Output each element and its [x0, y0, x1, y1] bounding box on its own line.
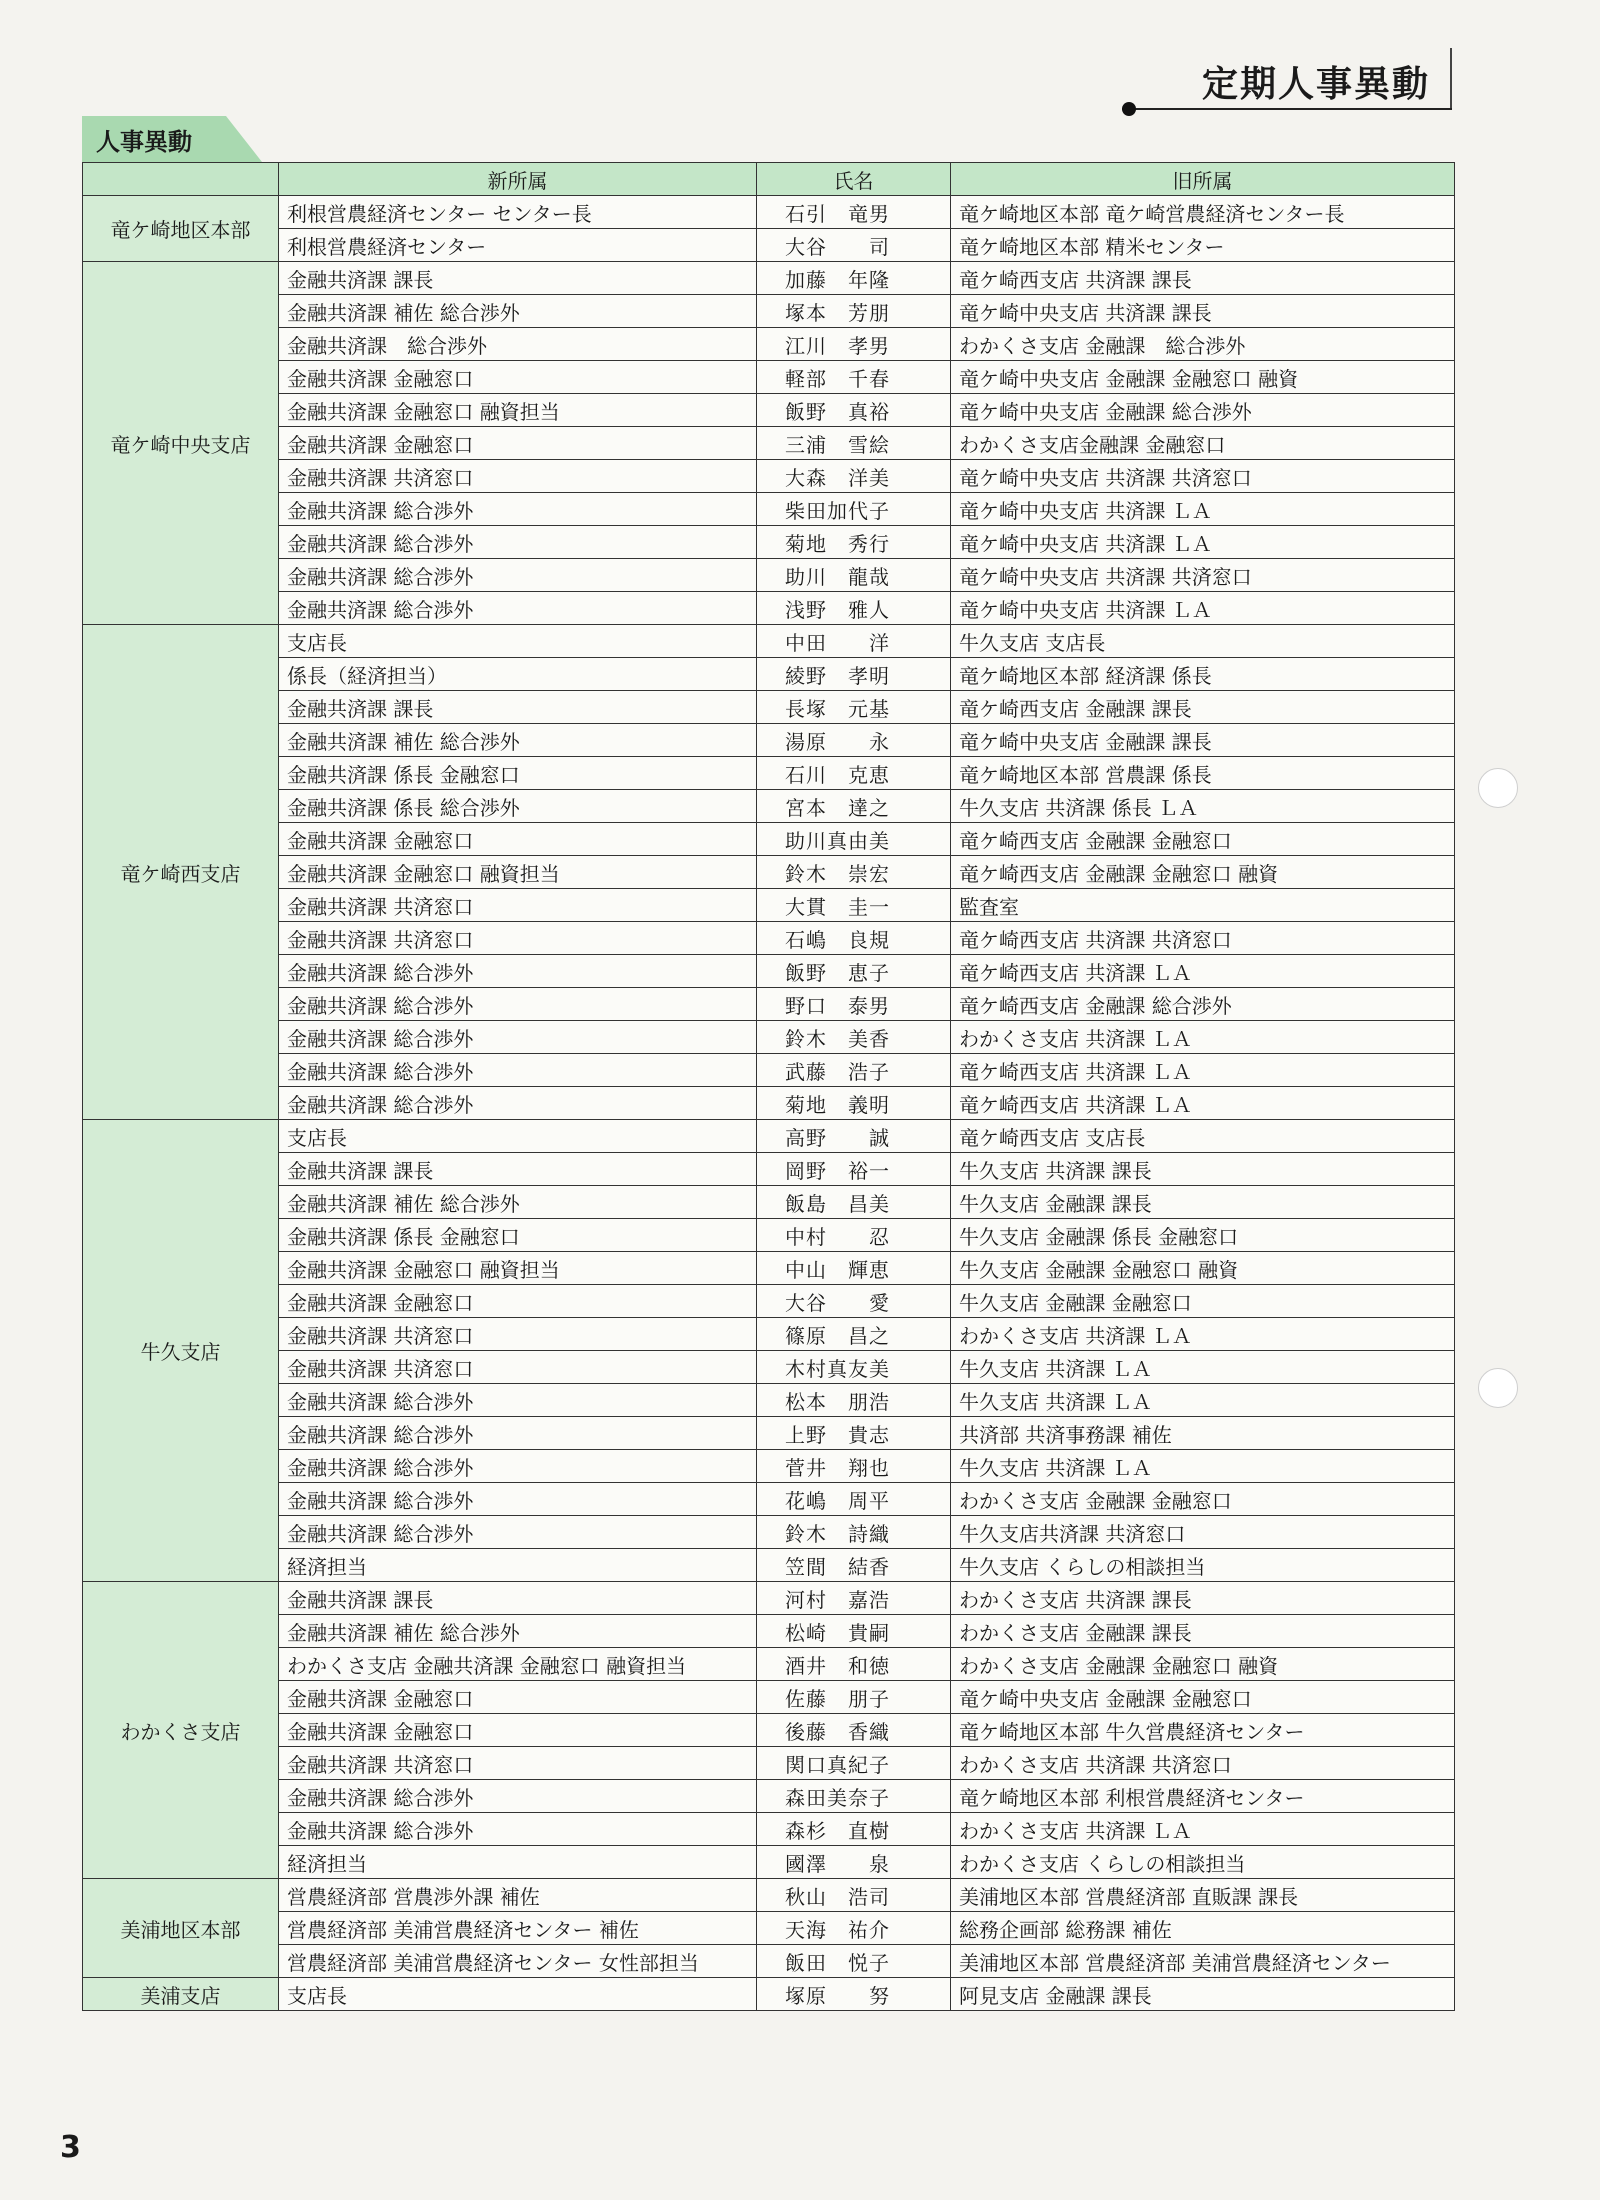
table-row [83, 262, 1455, 295]
name-cell: 天海 祐介 [757, 1912, 951, 1945]
table-row [83, 1054, 1455, 1087]
name-cell: 飯野 真裕 [757, 394, 951, 427]
section-label: 人事異動 [96, 128, 192, 156]
name-cell: 後藤 香織 [757, 1714, 951, 1747]
table-row [83, 427, 1455, 460]
table-row [83, 1087, 1455, 1120]
name-cell: 菊地 義明 [757, 1087, 951, 1120]
table-row [83, 1351, 1455, 1384]
new-post-cell: 金融共済課 金融窓口 [279, 1285, 757, 1318]
name-cell: 菊地 秀行 [757, 526, 951, 559]
new-post-cell: 金融共済課 総合渉外 [279, 1516, 757, 1549]
name-cell: 飯田 悦子 [757, 1945, 951, 1978]
name-cell: 石川 克恵 [757, 757, 951, 790]
new-post-cell: 支店長 [279, 625, 757, 658]
name-cell: 加藤 年隆 [757, 262, 951, 295]
name-cell: 助川真由美 [757, 823, 951, 856]
old-post-cell: 牛久支店 金融課 金融窓口 融資 [951, 1252, 1455, 1285]
new-post-cell: 金融共済課 金融窓口 融資担当 [279, 394, 757, 427]
table-row [83, 1648, 1455, 1681]
old-post-cell: わかくさ支店 共済課 ＬＡ [951, 1021, 1455, 1054]
new-post-cell: 金融共済課 総合渉外 [279, 1780, 757, 1813]
new-post-cell: 金融共済課 総合渉外 [279, 1450, 757, 1483]
name-cell: 浅野 雅人 [757, 592, 951, 625]
name-cell: 石嶋 良規 [757, 922, 951, 955]
table-row [83, 1483, 1455, 1516]
new-post-cell: 金融共済課 補佐 総合渉外 [279, 724, 757, 757]
old-post-cell: 竜ケ崎地区本部 牛久営農経済センター [951, 1714, 1455, 1747]
title-bullet-icon [1122, 102, 1136, 116]
new-post-cell: 経済担当 [279, 1549, 757, 1582]
table-row [83, 592, 1455, 625]
table-body [83, 196, 1455, 2011]
old-post-cell: 竜ケ崎西支店 共済課 ＬＡ [951, 1054, 1455, 1087]
branch-cell: 竜ケ崎地区本部 [83, 196, 279, 262]
table-row [83, 1978, 1455, 2011]
name-cell: 飯野 恵子 [757, 955, 951, 988]
name-cell: 笠間 結香 [757, 1549, 951, 1582]
name-cell: 塚本 芳朋 [757, 295, 951, 328]
new-post-cell: 金融共済課 総合渉外 [279, 559, 757, 592]
old-post-cell: 竜ケ崎中央支店 共済課 ＬＡ [951, 493, 1455, 526]
old-post-cell: 竜ケ崎中央支店 金融課 金融窓口 融資 [951, 361, 1455, 394]
name-cell: 松本 朋浩 [757, 1384, 951, 1417]
old-post-cell: わかくさ支店 金融課 課長 [951, 1615, 1455, 1648]
name-cell: 森田美奈子 [757, 1780, 951, 1813]
table-row [83, 1615, 1455, 1648]
old-post-cell: 牛久支店 共済課 ＬＡ [951, 1450, 1455, 1483]
table-row [83, 1417, 1455, 1450]
new-post-cell: 金融共済課 共済窓口 [279, 1351, 757, 1384]
old-post-cell: 竜ケ崎地区本部 利根営農経済センター [951, 1780, 1455, 1813]
name-cell: 森杉 直樹 [757, 1813, 951, 1846]
name-cell: 中田 洋 [757, 625, 951, 658]
name-cell: 中村 忍 [757, 1219, 951, 1252]
name-cell: 酒井 和徳 [757, 1648, 951, 1681]
name-cell: 鈴木 崇宏 [757, 856, 951, 889]
old-post-cell: 竜ケ崎西支店 金融課 課長 [951, 691, 1455, 724]
old-post-cell: 竜ケ崎西支店 共済課 共済窓口 [951, 922, 1455, 955]
new-post-cell: 営農経済部 美浦営農経済センター 女性部担当 [279, 1945, 757, 1978]
old-post-cell: 竜ケ崎西支店 金融課 総合渉外 [951, 988, 1455, 1021]
table-row [83, 1549, 1455, 1582]
old-post-cell: 牛久支店 支店長 [951, 625, 1455, 658]
table-row [83, 889, 1455, 922]
old-post-cell: 牛久支店 共済課 ＬＡ [951, 1384, 1455, 1417]
old-post-cell: わかくさ支店 共済課 ＬＡ [951, 1813, 1455, 1846]
table-row [83, 1747, 1455, 1780]
table-row [83, 1450, 1455, 1483]
old-post-cell: 竜ケ崎中央支店 共済課 ＬＡ [951, 592, 1455, 625]
old-post-cell: 牛久支店 金融課 課長 [951, 1186, 1455, 1219]
name-cell: 菅井 翔也 [757, 1450, 951, 1483]
old-post-cell: 竜ケ崎西支店 共済課 ＬＡ [951, 1087, 1455, 1120]
table-row [83, 1285, 1455, 1318]
new-post-cell: 金融共済課 総合渉外 [279, 1813, 757, 1846]
new-post-cell: 金融共済課 金融窓口 [279, 1714, 757, 1747]
old-post-cell: 牛久支店 共済課 ＬＡ [951, 1351, 1455, 1384]
old-post-cell: わかくさ支店 共済課 共済窓口 [951, 1747, 1455, 1780]
name-cell: 篠原 昌之 [757, 1318, 951, 1351]
table-row [83, 1912, 1455, 1945]
branch-cell: 竜ケ崎西支店 [83, 625, 279, 1120]
old-post-cell: わかくさ支店 金融課 金融窓口 [951, 1483, 1455, 1516]
table-row [83, 1384, 1455, 1417]
old-post-cell: 牛久支店 金融課 係長 金融窓口 [951, 1219, 1455, 1252]
table-row [83, 1813, 1455, 1846]
new-post-cell: 金融共済課 共済窓口 [279, 889, 757, 922]
new-post-cell: 営農経済部 営農渉外課 補佐 [279, 1879, 757, 1912]
table-row [83, 1219, 1455, 1252]
table-row [83, 295, 1455, 328]
transfer-table [82, 162, 1455, 2011]
branch-cell: 竜ケ崎中央支店 [83, 262, 279, 625]
old-post-cell: 阿見支店 金融課 課長 [951, 1978, 1455, 2011]
table-row [83, 1153, 1455, 1186]
name-cell: 上野 貴志 [757, 1417, 951, 1450]
header-new-post: 新所属 [279, 163, 757, 196]
new-post-cell: 金融共済課 課長 [279, 1582, 757, 1615]
table-row [83, 1120, 1455, 1153]
old-post-cell: 竜ケ崎中央支店 共済課 課長 [951, 295, 1455, 328]
table-row [83, 394, 1455, 427]
table-row [83, 955, 1455, 988]
header-branch [83, 163, 279, 196]
table-row [83, 823, 1455, 856]
new-post-cell: 金融共済課 金融窓口 [279, 427, 757, 460]
new-post-cell: 金融共済課 共済窓口 [279, 460, 757, 493]
old-post-cell: 共済部 共済事務課 補佐 [951, 1417, 1455, 1450]
table-header-row [83, 163, 1455, 196]
new-post-cell: 金融共済課 補佐 総合渉外 [279, 1186, 757, 1219]
new-post-cell: 金融共済課 金融窓口 [279, 1681, 757, 1714]
header-name: 氏名 [757, 163, 951, 196]
name-cell: 助川 龍哉 [757, 559, 951, 592]
new-post-cell: 金融共済課 課長 [279, 262, 757, 295]
name-cell: 軽部 千春 [757, 361, 951, 394]
new-post-cell: 経済担当 [279, 1846, 757, 1879]
title-divider [1450, 48, 1452, 108]
new-post-cell: 支店長 [279, 1120, 757, 1153]
new-post-cell: 金融共済課 総合渉外 [279, 1054, 757, 1087]
old-post-cell: わかくさ支店 共済課 ＬＡ [951, 1318, 1455, 1351]
new-post-cell: 係長（経済担当） [279, 658, 757, 691]
old-post-cell: わかくさ支店 くらしの相談担当 [951, 1846, 1455, 1879]
table-row [83, 559, 1455, 592]
table-row [83, 988, 1455, 1021]
table-row [83, 757, 1455, 790]
name-cell: 長塚 元基 [757, 691, 951, 724]
old-post-cell: 竜ケ崎中央支店 金融課 金融窓口 [951, 1681, 1455, 1714]
old-post-cell: わかくさ支店 金融課 総合渉外 [951, 328, 1455, 361]
table-row [83, 1252, 1455, 1285]
table-row [83, 229, 1455, 262]
name-cell: 岡野 裕一 [757, 1153, 951, 1186]
branch-cell: 美浦地区本部 [83, 1879, 279, 1978]
name-cell: 三浦 雪絵 [757, 427, 951, 460]
name-cell: 野口 泰男 [757, 988, 951, 1021]
old-post-cell: 竜ケ崎地区本部 竜ケ崎営農経済センター長 [951, 196, 1455, 229]
name-cell: 柴田加代子 [757, 493, 951, 526]
punch-hole [1478, 768, 1518, 808]
table-row [83, 1516, 1455, 1549]
table-row [83, 1186, 1455, 1219]
table-row [83, 1021, 1455, 1054]
table-row [83, 361, 1455, 394]
name-cell: 石引 竜男 [757, 196, 951, 229]
new-post-cell: 金融共済課 補佐 総合渉外 [279, 295, 757, 328]
table-row [83, 493, 1455, 526]
table-row [83, 724, 1455, 757]
new-post-cell: 金融共済課 総合渉外 [279, 592, 757, 625]
name-cell: 大森 洋美 [757, 460, 951, 493]
branch-cell: 牛久支店 [83, 1120, 279, 1582]
table-row [83, 691, 1455, 724]
old-post-cell: 竜ケ崎西支店 支店長 [951, 1120, 1455, 1153]
new-post-cell: 金融共済課 金融窓口 [279, 361, 757, 394]
old-post-cell: 竜ケ崎中央支店 金融課 総合渉外 [951, 394, 1455, 427]
name-cell: 鈴木 美香 [757, 1021, 951, 1054]
name-cell: 湯原 永 [757, 724, 951, 757]
table-row [83, 1681, 1455, 1714]
old-post-cell: わかくさ支店 共済課 課長 [951, 1582, 1455, 1615]
name-cell: 松崎 貴嗣 [757, 1615, 951, 1648]
new-post-cell: 金融共済課 金融窓口 融資担当 [279, 1252, 757, 1285]
table-row [83, 658, 1455, 691]
table-row [83, 1714, 1455, 1747]
old-post-cell: 牛久支店 共済課 課長 [951, 1153, 1455, 1186]
name-cell: 河村 嘉浩 [757, 1582, 951, 1615]
new-post-cell: 利根営農経済センター センター長 [279, 196, 757, 229]
table-row [83, 1582, 1455, 1615]
old-post-cell: 竜ケ崎地区本部 精米センター [951, 229, 1455, 262]
old-post-cell: 牛久支店共済課 共済窓口 [951, 1516, 1455, 1549]
new-post-cell: 金融共済課 金融窓口 [279, 823, 757, 856]
table-row [83, 922, 1455, 955]
table-row [83, 1846, 1455, 1879]
table-row [83, 1780, 1455, 1813]
name-cell: 佐藤 朋子 [757, 1681, 951, 1714]
new-post-cell: 金融共済課 係長 金融窓口 [279, 1219, 757, 1252]
name-cell: 高野 誠 [757, 1120, 951, 1153]
old-post-cell: 竜ケ崎西支店 金融課 金融窓口 [951, 823, 1455, 856]
old-post-cell: 竜ケ崎中央支店 共済課 共済窓口 [951, 460, 1455, 493]
old-post-cell: わかくさ支店金融課 金融窓口 [951, 427, 1455, 460]
name-cell: 宮本 達之 [757, 790, 951, 823]
new-post-cell: 金融共済課 総合渉外 [279, 1417, 757, 1450]
new-post-cell: 金融共済課 共済窓口 [279, 922, 757, 955]
new-post-cell: 金融共済課 課長 [279, 1153, 757, 1186]
old-post-cell: 牛久支店 金融課 金融窓口 [951, 1285, 1455, 1318]
page-title: 定期人事異動 [1201, 64, 1430, 105]
name-cell: 関口真紀子 [757, 1747, 951, 1780]
new-post-cell: 営農経済部 美浦営農経済センター 補佐 [279, 1912, 757, 1945]
old-post-cell: 竜ケ崎西支店 共済課 課長 [951, 262, 1455, 295]
name-cell: 木村真友美 [757, 1351, 951, 1384]
name-cell: 中山 輝恵 [757, 1252, 951, 1285]
new-post-cell: 金融共済課 総合渉外 [279, 526, 757, 559]
new-post-cell: 金融共済課 総合渉外 [279, 1021, 757, 1054]
table-row [83, 196, 1455, 229]
branch-cell: わかくさ支店 [83, 1582, 279, 1879]
new-post-cell: 金融共済課 総合渉外 [279, 328, 757, 361]
table-row [83, 1318, 1455, 1351]
old-post-cell: わかくさ支店 金融課 金融窓口 融資 [951, 1648, 1455, 1681]
punch-hole [1478, 1368, 1518, 1408]
name-cell: 塚原 努 [757, 1978, 951, 2011]
header-old-post: 旧所属 [951, 163, 1455, 196]
name-cell: 花嶋 周平 [757, 1483, 951, 1516]
old-post-cell: 竜ケ崎中央支店 共済課 共済窓口 [951, 559, 1455, 592]
table-row [83, 790, 1455, 823]
new-post-cell: 金融共済課 総合渉外 [279, 988, 757, 1021]
new-post-cell: 金融共済課 補佐 総合渉外 [279, 1615, 757, 1648]
new-post-cell: 金融共済課 課長 [279, 691, 757, 724]
new-post-cell: 金融共済課 金融窓口 融資担当 [279, 856, 757, 889]
new-post-cell: 金融共済課 共済窓口 [279, 1318, 757, 1351]
old-post-cell: 美浦地区本部 営農経済部 美浦営農経済センター [951, 1945, 1455, 1978]
old-post-cell: 竜ケ崎西支店 共済課 ＬＡ [951, 955, 1455, 988]
old-post-cell: 竜ケ崎地区本部 営農課 係長 [951, 757, 1455, 790]
new-post-cell: 金融共済課 総合渉外 [279, 493, 757, 526]
name-cell: 秋山 浩司 [757, 1879, 951, 1912]
name-cell: 江川 孝男 [757, 328, 951, 361]
table-row [83, 328, 1455, 361]
old-post-cell: 美浦地区本部 営農経済部 直販課 課長 [951, 1879, 1455, 1912]
new-post-cell: 金融共済課 係長 金融窓口 [279, 757, 757, 790]
new-post-cell: 金融共済課 総合渉外 [279, 1483, 757, 1516]
new-post-cell: 支店長 [279, 1978, 757, 2011]
old-post-cell: 竜ケ崎中央支店 共済課 ＬＡ [951, 526, 1455, 559]
page-number: 3 [60, 2130, 81, 2165]
new-post-cell: 金融共済課 係長 総合渉外 [279, 790, 757, 823]
old-post-cell: 竜ケ崎地区本部 経済課 係長 [951, 658, 1455, 691]
new-post-cell: 金融共済課 総合渉外 [279, 1384, 757, 1417]
name-cell: 國澤 泉 [757, 1846, 951, 1879]
table-row [83, 625, 1455, 658]
name-cell: 武藤 浩子 [757, 1054, 951, 1087]
table-row [83, 526, 1455, 559]
new-post-cell: 金融共済課 共済窓口 [279, 1747, 757, 1780]
table-row [83, 856, 1455, 889]
table-row [83, 1879, 1455, 1912]
old-post-cell: 竜ケ崎中央支店 金融課 課長 [951, 724, 1455, 757]
name-cell: 大貫 圭一 [757, 889, 951, 922]
name-cell: 飯島 昌美 [757, 1186, 951, 1219]
old-post-cell: 竜ケ崎西支店 金融課 金融窓口 融資 [951, 856, 1455, 889]
new-post-cell: 金融共済課 総合渉外 [279, 1087, 757, 1120]
old-post-cell: 牛久支店 共済課 係長 ＬＡ [951, 790, 1455, 823]
name-cell: 鈴木 詩織 [757, 1516, 951, 1549]
old-post-cell: 監査室 [951, 889, 1455, 922]
old-post-cell: 牛久支店 くらしの相談担当 [951, 1549, 1455, 1582]
branch-cell: 美浦支店 [83, 1978, 279, 2011]
name-cell: 綾野 孝明 [757, 658, 951, 691]
name-cell: 大谷 愛 [757, 1285, 951, 1318]
table-row [83, 460, 1455, 493]
new-post-cell: 金融共済課 総合渉外 [279, 955, 757, 988]
old-post-cell: 総務企画部 総務課 補佐 [951, 1912, 1455, 1945]
page-title-block [1122, 48, 1452, 110]
new-post-cell: 利根営農経済センター [279, 229, 757, 262]
table-row [83, 1945, 1455, 1978]
new-post-cell: わかくさ支店 金融共済課 金融窓口 融資担当 [279, 1648, 757, 1681]
name-cell: 大谷 司 [757, 229, 951, 262]
